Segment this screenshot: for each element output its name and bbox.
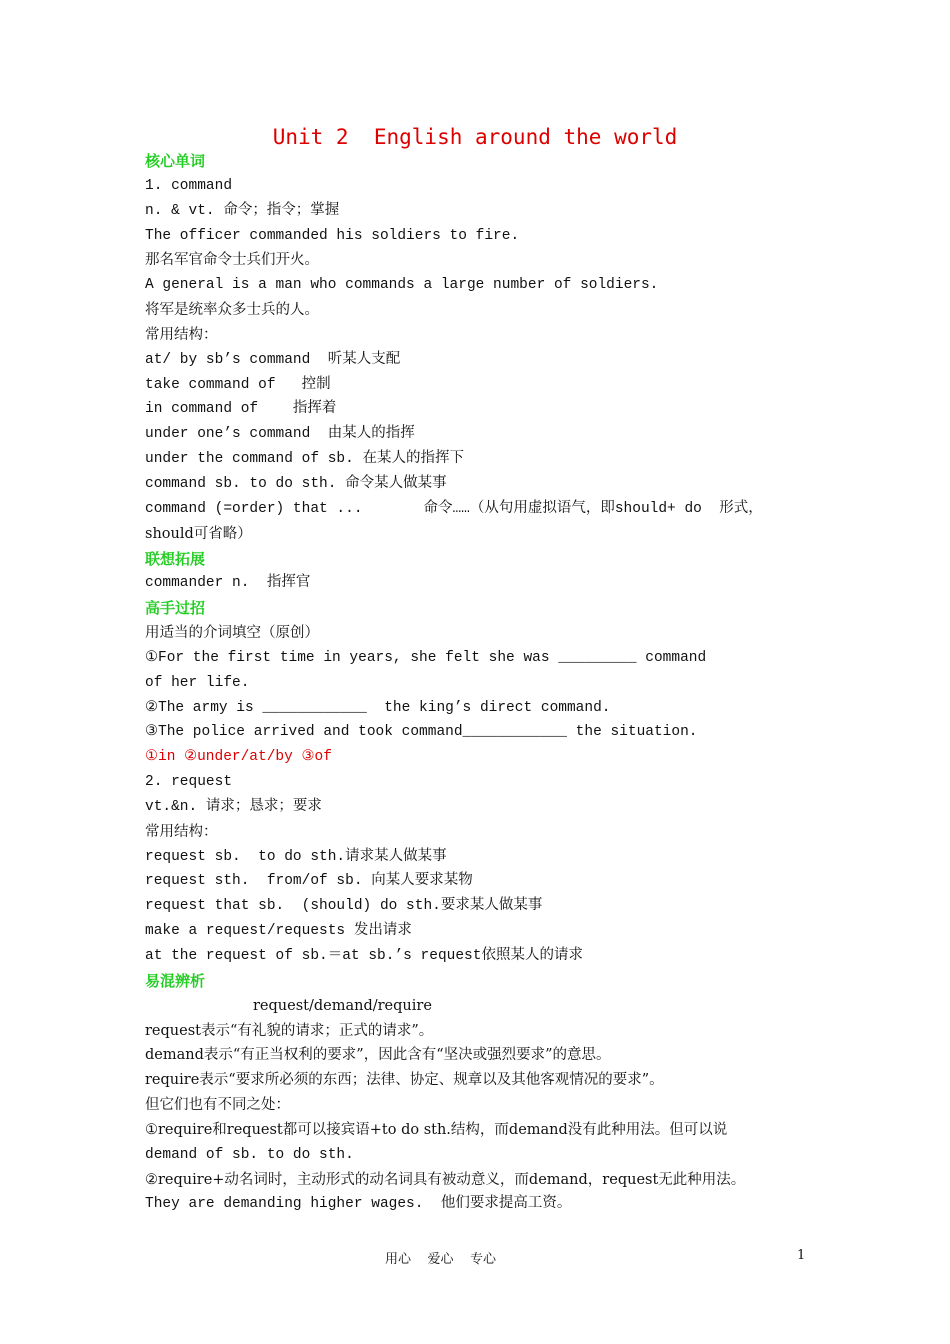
footer-text: 用心 爱心 专心 (385, 1252, 497, 1267)
text-line: 那名军官命令士兵们开火。 (145, 252, 319, 269)
text-line: of her life. (145, 674, 250, 691)
text-line: ②The army is ____________ the king’s direct command. (145, 699, 611, 716)
text-line: vt.&n. 请求；恳求；要求 (145, 798, 322, 815)
text-line: make a request/requests 发出请求 (145, 923, 412, 940)
text-line: 用适当的介词填空（原创） (145, 625, 319, 642)
text-line: A general is a man who commands a large number of soldiers. (145, 277, 659, 294)
text-line: in command of 指挥着 (145, 401, 337, 418)
text-line: demand表示“有正当权利的要求”，因此含有“坚决或强烈要求”的意思。 (145, 1047, 611, 1064)
text-line: ③The police arrived and took command____________ the situation. (145, 724, 698, 741)
text-line: at/ by sb’s command 听某人支配 (145, 351, 401, 368)
section-heading: 易混辨析 (145, 971, 206, 990)
text-line: command (=order) that ... 命令……（从句用虚拟语气，即should+ do 形式， (145, 500, 763, 517)
text-line: require表示“要求所必须的东西；法律、协定、规章以及其他客观情况的要求”。 (145, 1072, 664, 1089)
page-number: 1 (797, 1248, 806, 1263)
text-line: request sth. from/of sb. 向某人要求某物 (145, 873, 473, 890)
text-line: 1. command (145, 177, 233, 194)
text-line: ①in ②under/at/by ③of (145, 749, 332, 766)
text-line: at the request of sb.＝at sb.’s request依照某人的请求 (145, 948, 583, 964)
text-line: 将军是统率众多士兵的人。 (145, 302, 319, 319)
text-line: request that sb. (should) do sth.要求某人做某事 (145, 898, 543, 915)
text-line: demand of sb. to do sth. (145, 1146, 354, 1163)
text-line: request sb. to do sth.请求某人做某事 (145, 848, 447, 865)
text-line: They are demanding higher wages. 他们要求提高工资。 (145, 1196, 572, 1213)
text-line: 但它们也有不同之处： (145, 1097, 290, 1114)
text-line: commander n. 指挥官 (145, 575, 311, 592)
text-line: ②require+动名词时，主动形式的动名词具有被动意义，而demand，request无此种用法。 (145, 1171, 746, 1188)
page-title: Unit 2 English around the world (272, 125, 678, 149)
text-line: take command of 控制 (145, 376, 331, 393)
text-line: ①For the first time in years, she felt she was _________ command (145, 649, 707, 666)
section-heading: 联想拓展 (145, 549, 206, 568)
text-line: 常用结构： (145, 823, 218, 840)
text-line: under the command of sb. 在某人的指挥下 (145, 451, 465, 468)
text-line: The officer commanded his soldiers to fire. (145, 227, 520, 244)
text-line: request/demand/require (253, 997, 432, 1014)
text-line: 2. request (145, 774, 233, 791)
text-line: n. & vt. 命令；指令；掌握 (145, 202, 340, 219)
text-line: ①require和request都可以接宾语+to do sth.结构，而demand没有此种用法。但可以说 (145, 1121, 728, 1138)
text-line: command sb. to do sth. 命令某人做某事 (145, 475, 447, 492)
text-line: should可省略） (145, 525, 252, 542)
body-text (145, 149, 825, 1217)
text-line: 常用结构： (145, 326, 218, 343)
section-heading: 高手过招 (145, 599, 206, 618)
text-line: request表示“有礼貌的请求；正式的请求”。 (145, 1022, 434, 1039)
section-heading: 核心单词 (145, 152, 206, 170)
text-line: under one’s command 由某人的指挥 (145, 426, 415, 443)
